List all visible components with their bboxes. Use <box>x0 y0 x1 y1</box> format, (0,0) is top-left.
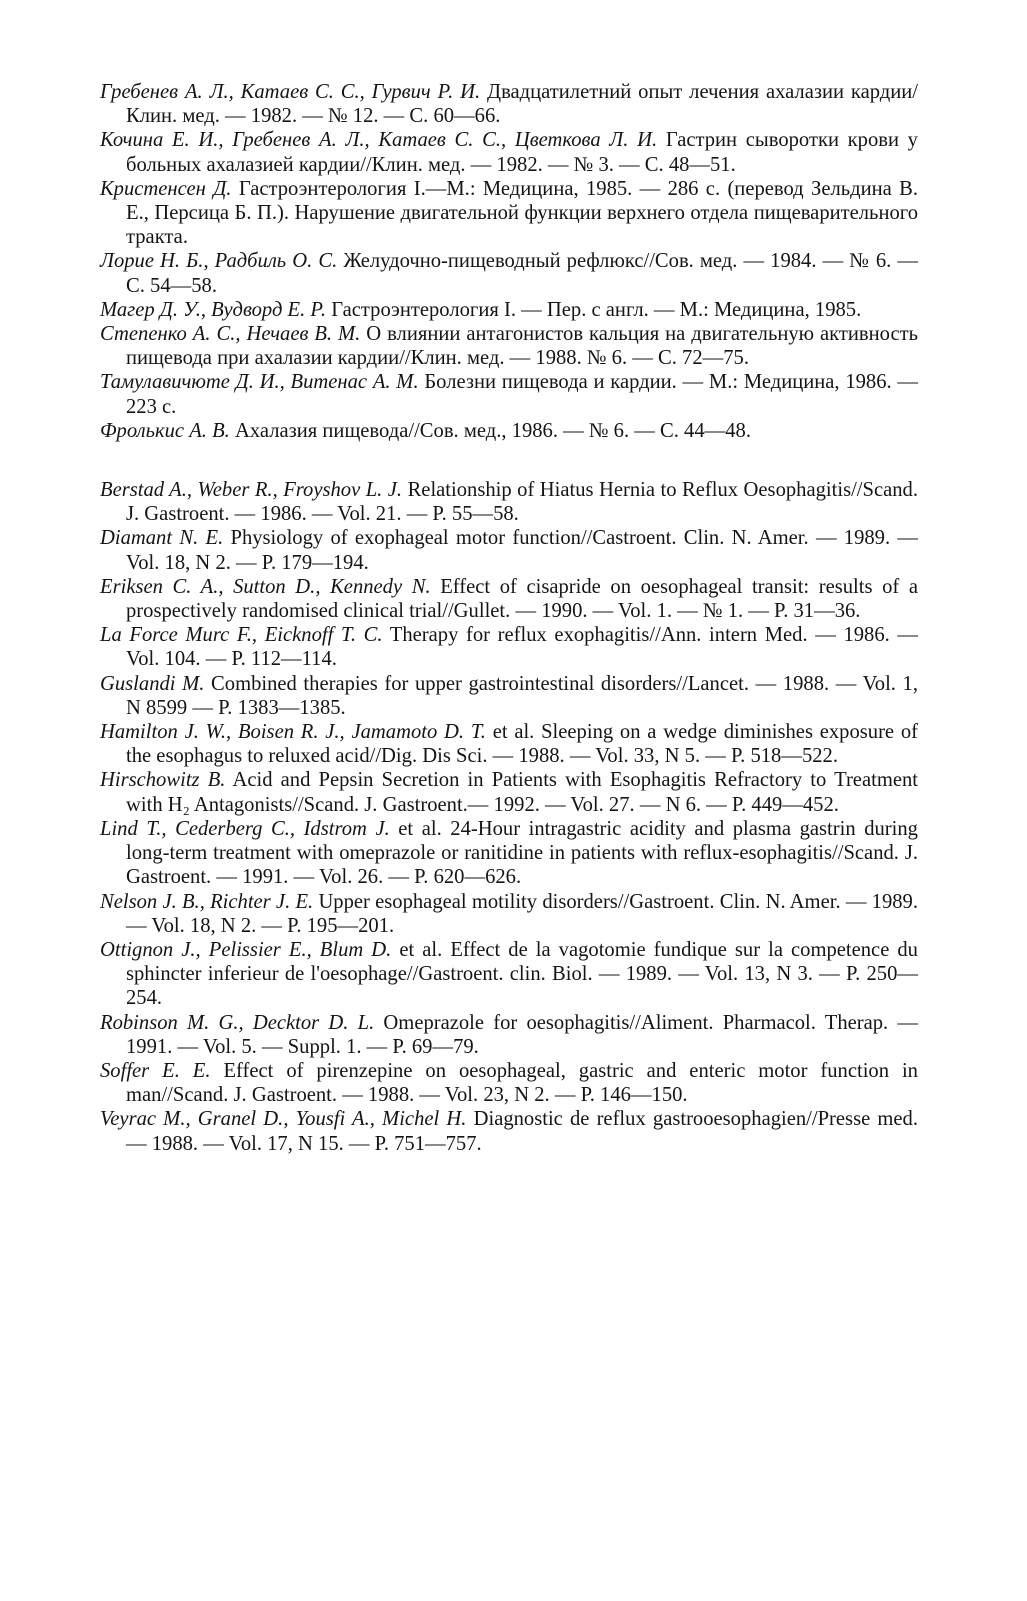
reference-text: Гастроэнтерология I.—М.: Медицина, 1985. — 286 с. (перевод Зельдина В. Е., Персица Б. П.). Нарушение двигательной функции верхнего отдела пищеварительного тракта. <box>126 177 919 249</box>
reference-item <box>100 249 918 297</box>
reference-authors: Тамулавичюте Д. И., Витенас А. М. <box>100 371 419 394</box>
reference-text: Гастроэнтерология I. — Пер. с англ. — М.: Медицина, 1985. <box>331 298 862 321</box>
reference-authors: Guslandi M. <box>100 672 205 695</box>
reference-item <box>100 1059 918 1107</box>
reference-authors: Степенко А. С., Нечаев В. М. <box>100 323 361 346</box>
reference-item <box>100 623 918 671</box>
reference-authors: Кристенсен Д. <box>100 177 232 200</box>
reference-text: et al. Sleeping on a wedge diminishes exposure of the esophagus to reluxed acid//Dig. Dis Sci. — 1988. — Vol. 33, N 5. — P. 518—522. <box>126 721 918 768</box>
reference-text: et al. Effect de la vagotomie fundique sur la competence du sphincter inferieur de l'oesophage//Gastroent. clin. Biol. — 1989. — Vol. 13, N 3. — P. 250—254. <box>126 938 918 1010</box>
reference-text: Effect of pirenzepine on oesophageal, gastric and enteric motor function in man//Scand. J. Gastroent. — 1988. — Vol. 23, N 2. — P. 146—150. <box>126 1059 918 1107</box>
reference-text: Omeprazole for oesophagitis//Aliment. Pharmacol. Therap. — 1991. — Vol. 5. — Suppl. 1. — P. 69—79. <box>126 1011 918 1058</box>
reference-item <box>100 177 918 250</box>
reference-authors: Berstad A., Weber R., Froyshov L. J. <box>100 479 403 502</box>
reference-text: Diagnostic de reflux gastrooesophagien//Presse med. — 1988. — Vol. 17, N 15. — P. 751—757. <box>126 1108 918 1155</box>
reference-text: Effect of cisapride on oesophageal transit: results of a prospectively randomised clinical trial//Gullet. — 1990. — Vol. 1. — № 1. — P. 31—36. <box>126 575 919 623</box>
reference-item <box>100 478 918 526</box>
reference-authors: Фролькис А. В. <box>100 419 230 442</box>
reference-text: Ахалазия пищевода//Сов. мед., 1986. — № 6. — С. 44—48. <box>234 419 751 442</box>
reference-item <box>100 298 918 322</box>
reference-authors: La Force Murc F., Eicknoff T. C. <box>100 624 383 647</box>
reference-item <box>100 720 918 768</box>
reference-authors: Soffer E. E. <box>100 1059 211 1082</box>
reference-item <box>100 1011 918 1059</box>
reference-item <box>100 890 918 938</box>
reference-authors: Diamant N. E. <box>100 527 224 550</box>
reference-text: Relationship of Hiatus Hernia to Reflux Oesophagitis//Scand. J. Gastroent. — 1986. — Vol. 21. — P. 55—58. <box>126 479 918 526</box>
reference-item <box>100 768 918 816</box>
references-russian <box>100 80 918 443</box>
references-foreign <box>100 478 918 1156</box>
reference-authors: Eriksen C. A., Sutton D., Kennedy N. <box>100 575 431 598</box>
reference-authors: Veyrac M., Granel D., Yousfi A., Michel H. <box>100 1108 467 1131</box>
reference-text: et al. 24-Hour intragastric acidity and plasma gastrin during long-term treatment with omeprazole or ranitidine in patients with reflux-esophagitis//Scand. J. Gastroent. — 1991. — Vol. 26. — P. 620—626. <box>126 817 918 889</box>
reference-text: Двадцатилетний опыт лечения ахалазии кардии/Клин. мед. — 1982. — № 12. — С. 60—66. <box>126 81 918 128</box>
reference-authors: Robinson M. G., Decktor D. L. <box>100 1011 375 1034</box>
reference-item <box>100 1107 918 1155</box>
reference-text: О влиянии антагонистов кальция на двигательную активность пищевода при ахалазии кардии//Клин. мед. — 1988. № 6. — С. 72—75. <box>126 323 918 370</box>
reference-authors: Hamilton J. W., Boisen R. J., Jamamoto D. T. <box>100 721 486 744</box>
reference-item <box>100 370 918 418</box>
reference-authors: Магер Д. У., Вудворд Е. Р. <box>100 298 327 321</box>
reference-text: Желудочно-пищеводный рефлюкс//Сов. мед. — 1984. — № 6. — С. 54—58. <box>126 250 918 297</box>
reference-item <box>100 419 918 443</box>
reference-authors: Гребенев А. Л., Катаев С. С., Гурвич Р. И. <box>100 81 481 103</box>
reference-item <box>100 526 918 574</box>
reference-text: Physiology of exophageal motor function//Castroent. Clin. N. Amer. — 1989. — Vol. 18, N 2. — P. 179—194. <box>126 527 918 574</box>
reference-item <box>100 322 918 370</box>
reference-item <box>100 575 918 623</box>
reference-authors: Лорие Н. Б., Радбиль О. С. <box>100 250 338 273</box>
reference-item <box>100 817 918 890</box>
reference-authors: Кочина Е. И., Гребенев А. Л., Катаев С. С., Цветкова Л. И. <box>100 129 658 152</box>
reference-text: Гастрин сыворотки крови у больных ахалазией кардии//Клин. мед. — 1982. — № 3. — С. 48—51. <box>126 129 918 176</box>
reference-authors: Hirschowitz B. <box>100 769 226 792</box>
reference-text: Болезни пищевода и кардии. — М.: Медицина, 1986. — 223 с. <box>126 371 919 418</box>
reference-text: Upper esophageal motility disorders//Gastroent. Clin. N. Amer. — 1989. — Vol. 18, N 2. — P. 195—201. <box>126 890 918 937</box>
reference-item <box>100 128 918 176</box>
reference-text: Therapy for reflux exophagitis//Ann. intern Med. — 1986. — Vol. 104. — P. 112—114. <box>126 624 918 671</box>
section-spacer <box>100 443 918 478</box>
reference-authors: Ottignon J., Pelissier E., Blum D. <box>100 938 392 961</box>
reference-item <box>100 672 918 720</box>
reference-page <box>100 80 918 1156</box>
reference-authors: Lind T., Cederberg C., Idstrom J. <box>100 817 390 840</box>
reference-item <box>100 80 918 128</box>
reference-text: Acid and Pepsin Secretion in Patients with Esophagitis Refractory to Treatment with H₂ Antagonists//Scand. J. Gastroent.— 1992. — Vol. 27. — N 6. — P. 449—452. <box>126 769 918 816</box>
reference-authors: Nelson J. B., Richter J. E. <box>100 890 314 913</box>
reference-text: Combined therapies for upper gastrointestinal disorders//Lancet. — 1988. — Vol. 1, N 8599 — P. 1383—1385. <box>126 672 918 719</box>
reference-item <box>100 938 918 1011</box>
